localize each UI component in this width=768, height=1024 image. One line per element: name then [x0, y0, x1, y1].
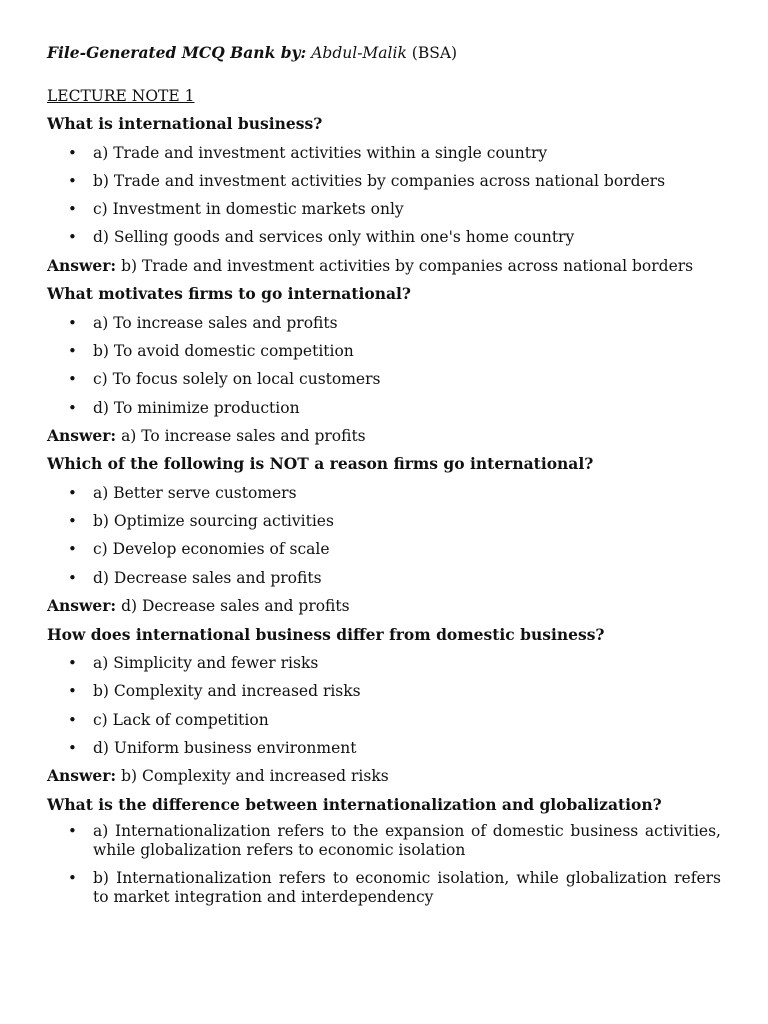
- option-list: [47, 822, 721, 916]
- question-block: [47, 794, 721, 917]
- option-item: • a) To increase sales and profits: [47, 312, 721, 340]
- answer-line: [47, 595, 721, 624]
- question-text: What motivates firms to go international?: [47, 284, 412, 304]
- lecture-title: LECTURE NOTE 1: [47, 87, 195, 105]
- option-item: • c) Investment in domestic markets only: [47, 198, 721, 226]
- answer-text: d) Decrease sales and profits: [121, 597, 350, 616]
- option-item: • c) Lack of competition: [47, 709, 721, 737]
- option-item: • b) Trade and investment activities by companies across national borders: [47, 170, 721, 198]
- header-label: File-Generated MCQ Bank by:: [47, 43, 307, 62]
- option-list: [47, 652, 721, 765]
- option-item: • c) Develop economies of scale: [47, 538, 721, 566]
- question-block: [47, 283, 721, 453]
- answer-text: b) Trade and investment activities by companies across national borders: [121, 256, 694, 275]
- option-list: [47, 312, 721, 425]
- document-header: [47, 41, 721, 69]
- question-text: What is the difference between internationalization and globalization?: [47, 794, 662, 814]
- option-list: [47, 482, 721, 595]
- answer-label: Answer:: [47, 255, 117, 275]
- option-item: • a) Better serve customers: [47, 482, 721, 510]
- document-page: [47, 41, 721, 916]
- answer-line: [47, 255, 721, 284]
- option-item: • a) Simplicity and fewer risks: [47, 652, 721, 680]
- header-author: Abdul-Malik: [311, 44, 407, 62]
- option-item: • d) Selling goods and services only within one's home country: [47, 226, 721, 254]
- question-block: [47, 113, 721, 283]
- option-item: • d) Decrease sales and profits: [47, 567, 721, 595]
- header-program: (BSA): [411, 44, 458, 62]
- option-item: • c) To focus solely on local customers: [47, 368, 721, 396]
- option-item: • b) Optimize sourcing activities: [47, 510, 721, 538]
- option-item: • b) Internationalization refers to economic isolation, while globalization refers to market integration and interdependency: [47, 869, 721, 916]
- option-item: • a) Trade and investment activities within a single country: [47, 142, 721, 170]
- question-text: Which of the following is NOT a reason firms go international?: [47, 454, 594, 474]
- question-text: How does international business differ from domestic business?: [47, 624, 605, 644]
- answer-label: Answer:: [47, 425, 117, 445]
- question-block: [47, 624, 721, 794]
- answer-label: Answer:: [47, 596, 117, 616]
- answer-line: [47, 765, 721, 794]
- answer-text: a) To increase sales and profits: [121, 426, 366, 445]
- option-item: • d) Uniform business environment: [47, 737, 721, 765]
- question-block: [47, 453, 721, 623]
- answer-label: Answer:: [47, 766, 117, 786]
- question-text: What is international business?: [47, 114, 323, 133]
- option-item: • a) Internationalization refers to the expansion of domestic business activities, while globalization refers to economic isolation: [47, 822, 721, 869]
- answer-text: b) Complexity and increased risks: [121, 767, 389, 786]
- option-item: • d) To minimize production: [47, 397, 721, 425]
- option-item: • b) Complexity and increased risks: [47, 680, 721, 708]
- option-list: [47, 142, 721, 255]
- option-item: • b) To avoid domestic competition: [47, 340, 721, 368]
- answer-line: [47, 425, 721, 454]
